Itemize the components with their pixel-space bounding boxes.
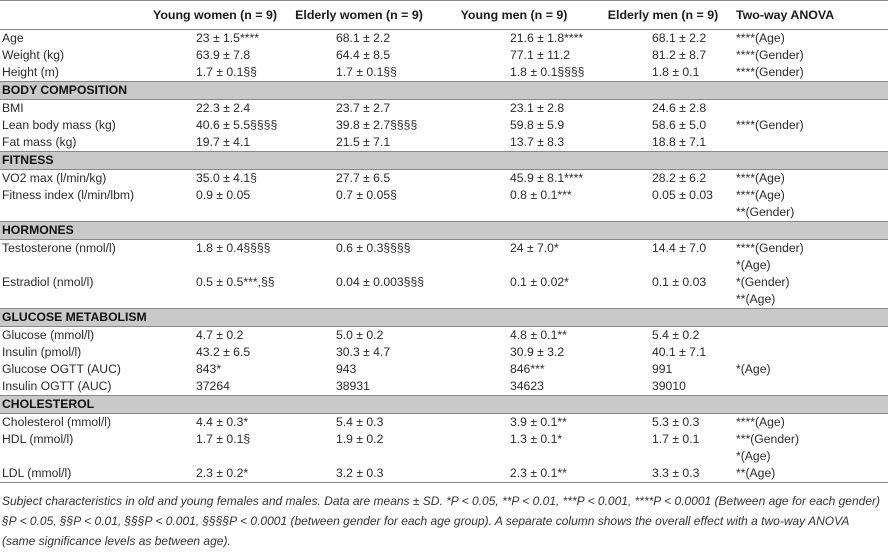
elderly-women-value: 5.0 ± 0.2 [336, 328, 384, 342]
table-row [0, 100, 888, 118]
young-men-value: 3.9 ± 0.1** [510, 415, 567, 429]
young-women-value: 1.7 ± 0.1§ [196, 432, 251, 446]
young-men-value: 23.1 ± 2.8 [510, 101, 565, 115]
elderly-women-value: 5.4 ± 0.3 [336, 415, 384, 429]
anova-effect: *(Age) [736, 362, 771, 376]
elderly-men-value: 39010 [652, 379, 686, 393]
anova-cell [732, 274, 888, 309]
young-women-value: 2.3 ± 0.2* [146, 465, 284, 483]
elderly-men-value: 991 [652, 362, 673, 376]
anova-cell [732, 327, 888, 345]
young-women-value: 4.4 ± 0.3* [196, 415, 249, 429]
elderly-women-value: 943 [336, 362, 357, 376]
row-label: Age [2, 31, 24, 45]
young-women-value: 1.8 ± 0.4§§§§ [196, 241, 271, 255]
table-row [0, 344, 888, 361]
anova-cell [732, 117, 888, 134]
elderly-men-value: 68.1 ± 2.2 [652, 31, 707, 45]
table-row [0, 47, 888, 64]
anova-effect: ****(Age) [736, 31, 785, 45]
elderly-women-value: 23.7 ± 2.7 [336, 101, 391, 115]
table-row [0, 170, 888, 188]
anova-effect: ***(Gender) [736, 432, 799, 446]
young-men-value: 30.9 ± 3.2 [510, 345, 565, 359]
anova-effect: ****(Gender) [736, 118, 804, 132]
table-row [0, 465, 888, 483]
young-women-value: 40.6 ± 5.5§§§§ [196, 118, 278, 132]
table-row [0, 327, 888, 345]
row-label: Height (m) [2, 65, 59, 79]
young-men-value: 2.3 ± 0.1** [434, 465, 594, 483]
elderly-men-value: 1.7 ± 0.1 [652, 432, 700, 446]
anova-cell [732, 378, 888, 396]
anova-cell [732, 30, 888, 48]
table-row [0, 240, 888, 275]
young-men-value: 0.8 ± 0.1*** [510, 188, 572, 202]
elderly-men-value: 28.2 ± 6.2 [652, 171, 707, 185]
elderly-men-value: 40.1 ± 7.1 [652, 345, 707, 359]
row-label: BMI [2, 101, 24, 115]
row-label: VO2 max (l/min/kg) [2, 171, 107, 185]
section-label: GLUCOSE METABOLISM [0, 309, 888, 327]
row-label: Cholesterol (mmol/l) [2, 415, 112, 429]
elderly-women-value: 38931 [336, 379, 370, 393]
table-row [0, 361, 888, 378]
row-label: Insulin OGTT (AUC) [2, 379, 112, 393]
elderly-men-value: 24.6 ± 2.8 [652, 101, 707, 115]
elderly-women-value: 1.9 ± 0.2 [336, 432, 384, 446]
header-elderly-women: Elderly women (n = 9) [284, 1, 434, 30]
young-women-value: 843* [196, 362, 222, 376]
row-label: Fat mass (kg) [2, 135, 77, 149]
young-women-value: 23 ± 1.5**** [196, 31, 259, 45]
row-label: LDL (mmol/l) [0, 465, 146, 483]
elderly-women-value: 68.1 ± 2.2 [336, 31, 391, 45]
anova-cell [732, 431, 888, 465]
elderly-men-value: 14.4 ± 7.0 [652, 241, 707, 255]
elderly-women-value: 0.04 ± 0.003§§§ [336, 275, 425, 289]
row-label: Insulin (pmol/l) [2, 345, 82, 359]
header-label [0, 1, 146, 30]
elderly-men-value: 1.8 ± 0.1 [652, 65, 700, 79]
row-label: Glucose (mmol/l) [2, 328, 95, 342]
anova-cell [732, 134, 888, 152]
young-men-value: 34623 [510, 379, 544, 393]
elderly-men-value: 5.3 ± 0.3 [652, 415, 700, 429]
elderly-women-value: 1.7 ± 0.1§§ [336, 65, 397, 79]
anova-cell [732, 361, 888, 378]
anova-cell [732, 100, 888, 118]
elderly-men-value: 0.1 ± 0.03 [652, 275, 707, 289]
young-women-value: 43.2 ± 6.5 [196, 345, 251, 359]
section-label: HORMONES [0, 222, 888, 240]
anova-effect: *(Age) [736, 258, 771, 272]
anova-cell [732, 47, 888, 64]
row-label: Estradiol (nmol/l) [2, 275, 94, 289]
anova-cell [732, 414, 888, 432]
anova-effect: **(Age) [736, 292, 776, 306]
young-men-value: 4.8 ± 0.1** [510, 328, 567, 342]
anova-effect: ****(Age) [736, 415, 785, 429]
section-header-row [0, 396, 888, 414]
elderly-men-value: 18.8 ± 7.1 [652, 135, 707, 149]
elderly-women-value: 21.5 ± 7.1 [336, 135, 391, 149]
young-men-value: 846*** [510, 362, 545, 376]
anova-effect: ****(Gender) [736, 65, 804, 79]
anova-effect: ****(Gender) [736, 48, 804, 62]
header-anova: Two-way ANOVA [732, 1, 888, 30]
young-women-value: 1.7 ± 0.1§§ [196, 65, 257, 79]
young-men-value: 24 ± 7.0* [510, 241, 559, 255]
row-label: Lean body mass (kg) [2, 118, 116, 132]
young-men-value: 59.8 ± 5.9 [510, 118, 565, 132]
table-row [0, 134, 888, 152]
row-label: Glucose OGTT (AUC) [2, 362, 121, 376]
anova-effect: *(Age) [736, 449, 771, 463]
elderly-men-value: 5.4 ± 0.2 [652, 328, 700, 342]
anova-cell [732, 187, 888, 222]
table-row [0, 274, 888, 309]
table-caption: Subject characteristics in old and young females and males. Data are means ± SD. *P < 0.05, **P < 0.01, ***P < 0.001, ****P < 0.0001 (Between age for each gender) §P < 0.05, §§P < 0.01, §§§P < 0.001, §§§§P < 0.0001 (between gender for each age group). A separate column shows the overall effect with a two-way ANOVA (same significance levels as between age). [2, 494, 880, 548]
young-women-value: 22.3 ± 2.4 [196, 101, 251, 115]
anova-cell [732, 64, 888, 82]
header-young-women: Young women (n = 9) [146, 1, 284, 30]
section-header-row [0, 222, 888, 240]
table-row [0, 431, 888, 465]
young-women-value: 4.7 ± 0.2 [196, 328, 244, 342]
table-body [0, 30, 888, 483]
section-header-row [0, 309, 888, 327]
anova-effect: ****(Gender) [736, 241, 804, 255]
section-label: CHOLESTEROL [0, 396, 888, 414]
elderly-women-value: 39.8 ± 2.7§§§§ [336, 118, 418, 132]
elderly-women-value: 3.2 ± 0.3 [284, 465, 434, 483]
header-young-men: Young men (n = 9) [434, 1, 594, 30]
young-women-value: 37264 [196, 379, 230, 393]
header-row [0, 1, 888, 30]
elderly-women-value: 64.4 ± 8.5 [336, 48, 391, 62]
elderly-men-value: 81.2 ± 8.7 [652, 48, 707, 62]
anova-effect: *(Gender) [736, 275, 790, 289]
anova-cell [732, 344, 888, 361]
section-label: FITNESS [0, 152, 888, 170]
table-row [0, 64, 888, 82]
young-men-value: 45.9 ± 8.1**** [510, 171, 584, 185]
row-label: Weight (kg) [2, 48, 65, 62]
anova-effect: **(Gender) [736, 205, 795, 219]
young-women-value: 0.9 ± 0.05 [196, 188, 251, 202]
section-header-row [0, 152, 888, 170]
young-men-value: 13.7 ± 8.3 [510, 135, 565, 149]
table-row [0, 187, 888, 222]
young-women-value: 19.7 ± 4.1 [196, 135, 251, 149]
young-men-value: 21.6 ± 1.8**** [510, 31, 584, 45]
table-row [0, 117, 888, 134]
young-men-value: 1.3 ± 0.1* [510, 432, 563, 446]
anova-effect: **(Age) [736, 466, 776, 480]
elderly-men-value: 3.3 ± 0.3 [594, 465, 732, 483]
anova-effect: ****(Age) [736, 171, 785, 185]
young-women-value: 0.5 ± 0.5***,§§ [196, 275, 275, 289]
young-women-value: 63.9 ± 7.8 [196, 48, 251, 62]
anova-cell [732, 465, 888, 483]
table-row [0, 414, 888, 432]
section-header-row [0, 82, 888, 100]
elderly-women-value: 30.3 ± 4.7 [336, 345, 391, 359]
row-label: HDL (mmol/l) [2, 432, 74, 446]
row-label: Testosterone (nmol/l) [2, 241, 116, 255]
anova-cell [732, 170, 888, 188]
elderly-men-value: 58.6 ± 5.0 [652, 118, 707, 132]
elderly-men-value: 0.05 ± 0.03 [652, 188, 713, 202]
section-label: BODY COMPOSITION [0, 82, 888, 100]
elderly-women-value: 0.7 ± 0.05§ [336, 188, 397, 202]
table-row [0, 30, 888, 48]
young-men-value: 1.8 ± 0.1§§§§ [510, 65, 585, 79]
table-row [0, 378, 888, 396]
young-women-value: 35.0 ± 4.1§ [196, 171, 257, 185]
header-elderly-men: Elderly men (n = 9) [594, 1, 732, 30]
anova-cell [732, 240, 888, 275]
elderly-women-value: 0.6 ± 0.3§§§§ [336, 241, 411, 255]
young-men-value: 0.1 ± 0.02* [510, 275, 569, 289]
row-label: Fitness index (l/min/lbm) [2, 188, 135, 202]
elderly-women-value: 27.7 ± 6.5 [336, 171, 391, 185]
young-men-value: 77.1 ± 11.2 [510, 48, 570, 62]
anova-effect: ****(Age) [736, 188, 785, 202]
